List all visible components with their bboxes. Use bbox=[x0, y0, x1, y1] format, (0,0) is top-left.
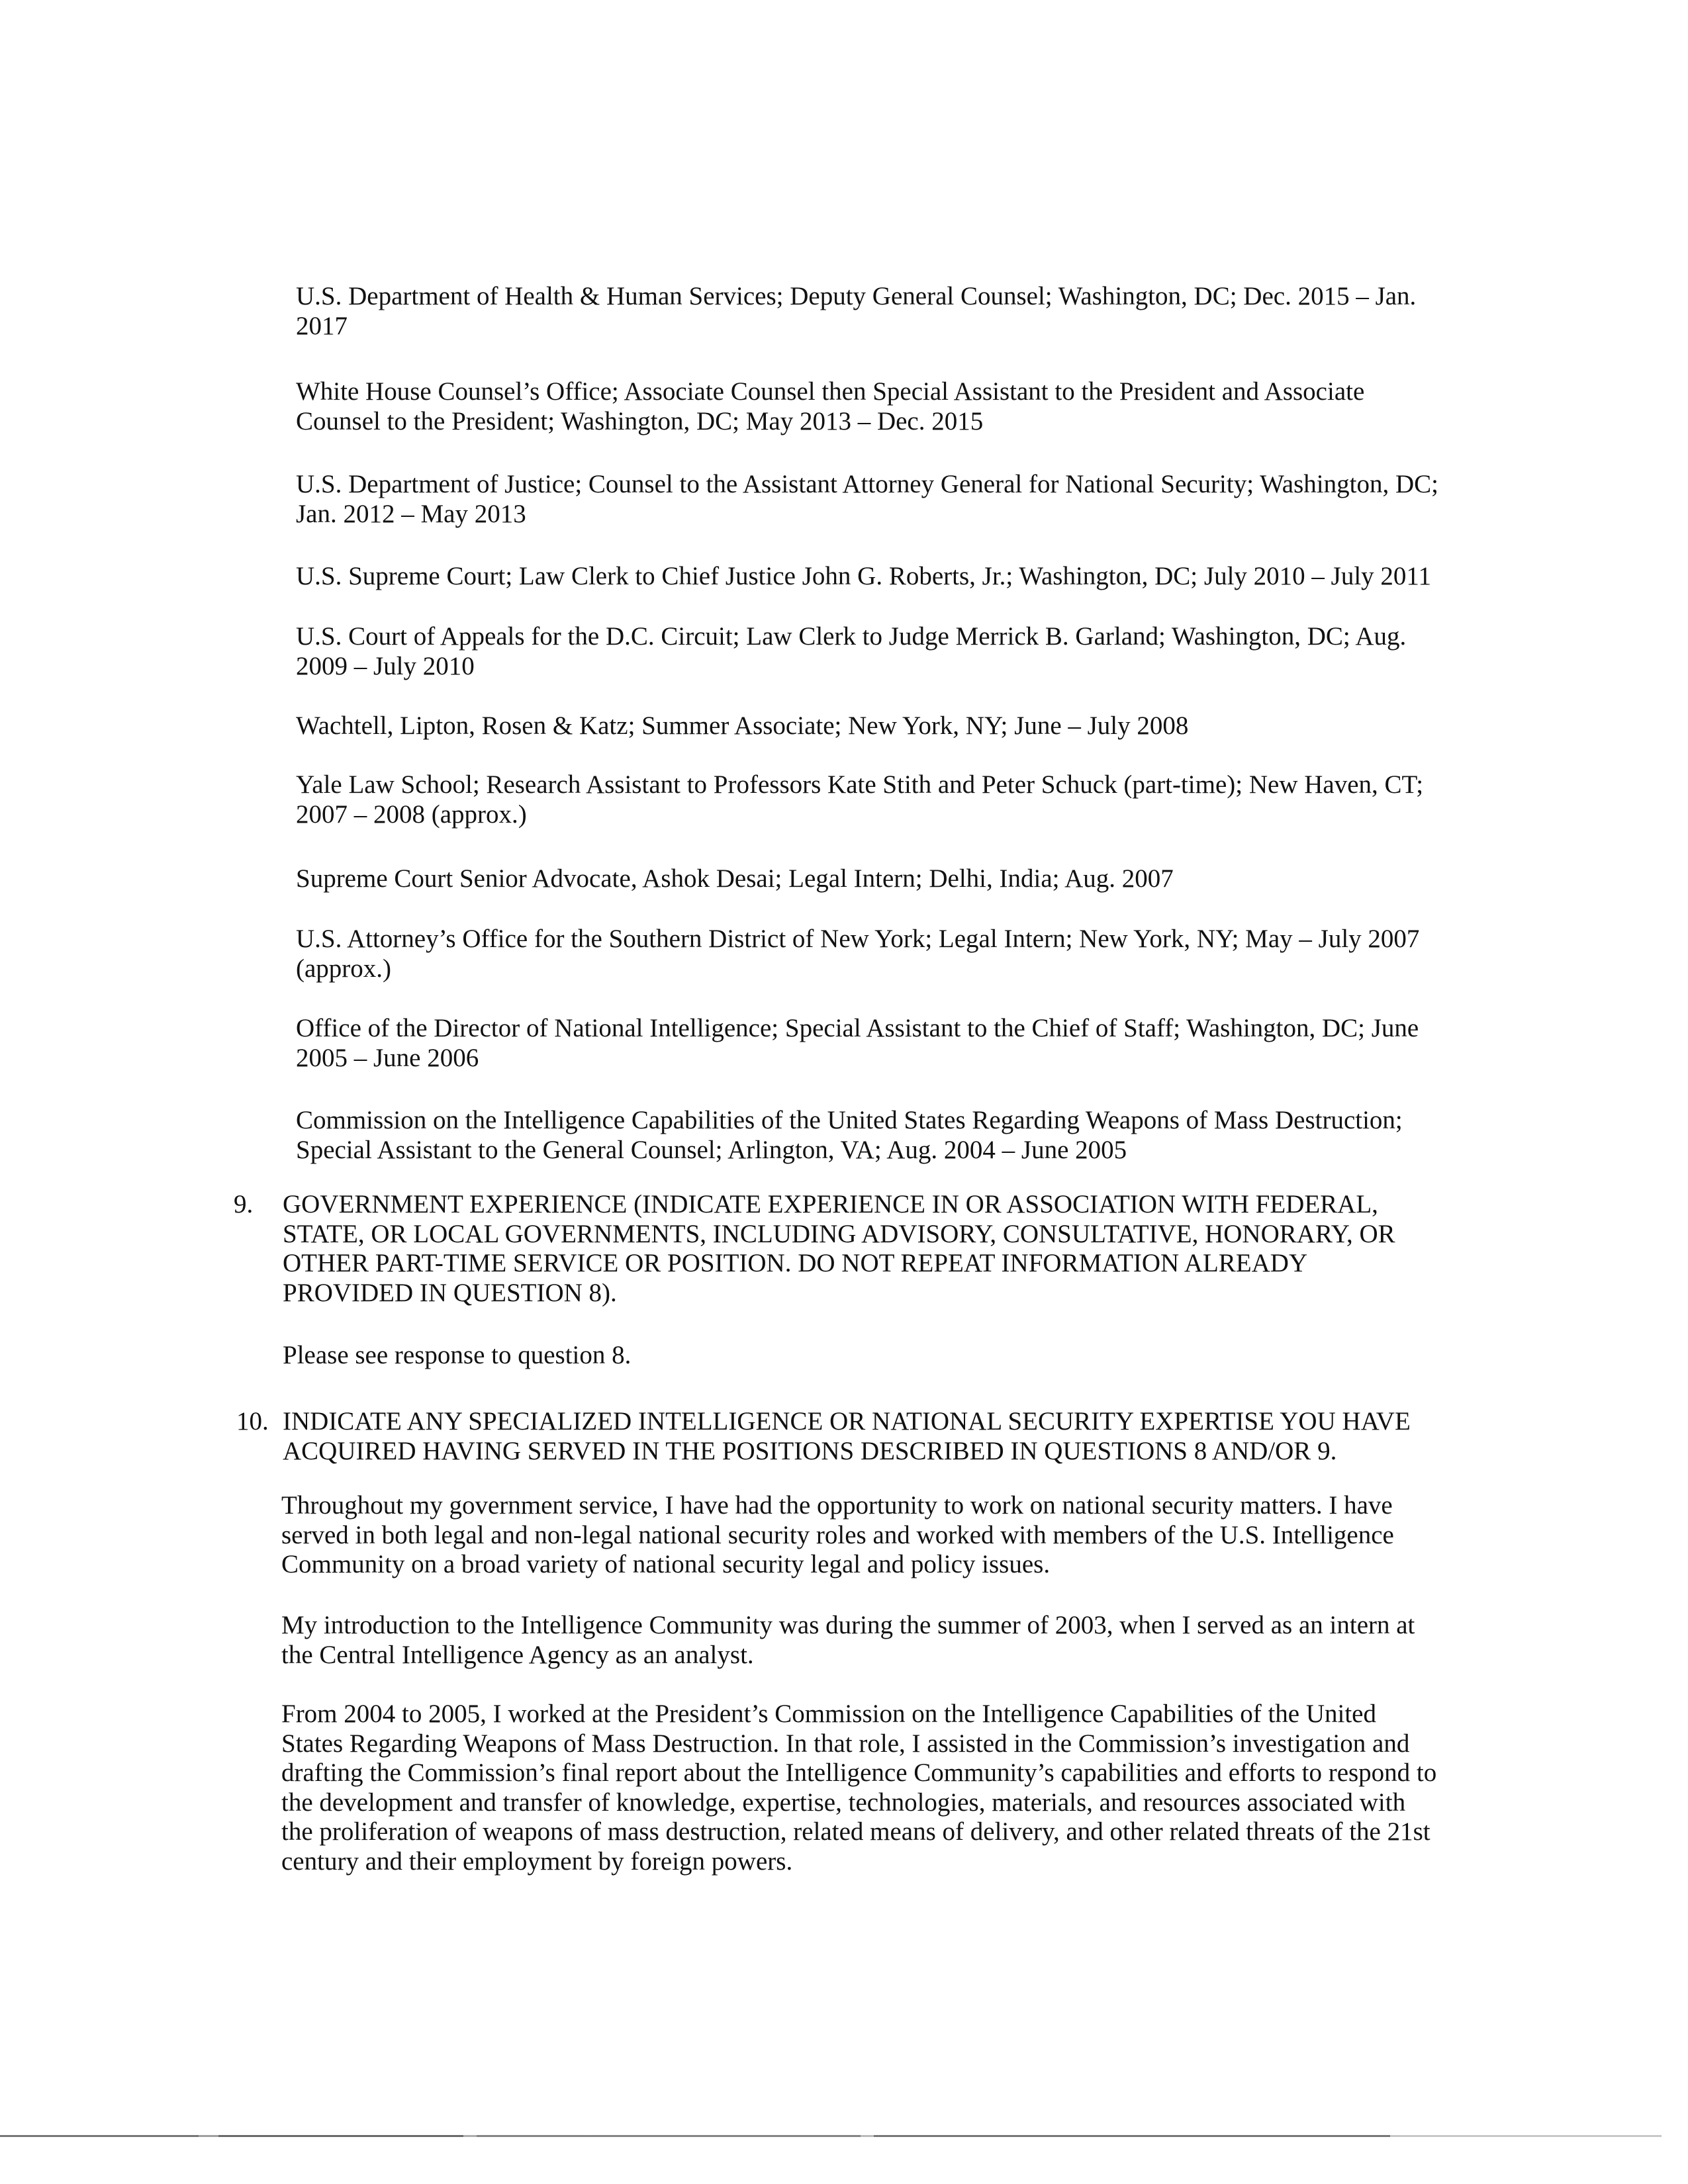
text-line: 2009 – July 2010 bbox=[296, 651, 475, 680]
text-line: U.S. Court of Appeals for the D.C. Circuit; Law Clerk to Judge Merrick B. Garland; Washington, DC; Aug. bbox=[296, 622, 1407, 651]
text-line: drafting the Commission’s final report about the Intelligence Community’s capabilities and efforts to respond to bbox=[281, 1758, 1437, 1787]
text-line: 2005 – June 2006 bbox=[296, 1043, 479, 1072]
answer-paragraph bbox=[281, 1700, 1436, 1876]
text-line: Special Assistant to the General Counsel; Arlington, VA; Aug. 2004 – June 2005 bbox=[296, 1135, 1127, 1164]
text-line: the Central Intelligence Agency as an analyst. bbox=[281, 1640, 754, 1669]
text-line: White House Counsel’s Office; Associate Counsel then Special Assistant to the President and Associate bbox=[296, 377, 1365, 406]
text-line: century and their employment by foreign powers. bbox=[281, 1846, 793, 1876]
question-number: 10. bbox=[236, 1407, 269, 1435]
text-line: U.S. Department of Justice; Counsel to the Assistant Attorney General for National Security; Washington, DC; bbox=[296, 470, 1438, 498]
text-line: Supreme Court Senior Advocate, Ashok Desai; Legal Intern; Delhi, India; Aug. 2007 bbox=[296, 864, 1174, 893]
employment-entry bbox=[296, 711, 1188, 741]
employment-entry bbox=[296, 864, 1174, 894]
text-line: the proliferation of weapons of mass destruction, related means of delivery, and other related threats of the 21st bbox=[281, 1817, 1430, 1846]
text-line: Please see response to question 8. bbox=[283, 1341, 632, 1369]
text-line: Yale Law School; Research Assistant to Professors Kate Stith and Peter Schuck (part-time); New Haven, CT; bbox=[296, 770, 1424, 799]
answer-paragraph bbox=[283, 1341, 631, 1371]
text-line: U.S. Department of Health & Human Services; Deputy General Counsel; Washington, DC; Dec. 2015 – Jan. bbox=[296, 282, 1417, 310]
employment-entry bbox=[296, 1106, 1403, 1165]
text-line: States Regarding Weapons of Mass Destruction. In that role, I assisted in the Commission’s investigation and bbox=[281, 1729, 1410, 1758]
employment-entry bbox=[296, 622, 1406, 681]
text-line: From 2004 to 2005, I worked at the President’s Commission on the Intelligence Capabilities of the United bbox=[281, 1700, 1376, 1728]
text-line: U.S. Supreme Court; Law Clerk to Chief Justice John G. Roberts, Jr.; Washington, DC; July 2010 – July 2011 bbox=[296, 562, 1431, 590]
text-line: Throughout my government service, I have had the opportunity to work on national security matters. I have bbox=[281, 1491, 1393, 1520]
text-line: Office of the Director of National Intelligence; Special Assistant to the Chief of Staff; Washington, DC; June bbox=[296, 1014, 1419, 1042]
text-line: OTHER PART-TIME SERVICE OR POSITION. DO NOT REPEAT INFORMATION ALREADY bbox=[283, 1249, 1308, 1277]
text-line: My introduction to the Intelligence Community was during the summer of 2003, when I served as an intern at bbox=[281, 1611, 1415, 1639]
text-line: PROVIDED IN QUESTION 8). bbox=[283, 1278, 617, 1307]
employment-entry bbox=[296, 562, 1431, 592]
text-line: GOVERNMENT EXPERIENCE (INDICATE EXPERIENCE IN OR ASSOCIATION WITH FEDERAL, bbox=[283, 1190, 1378, 1218]
answer-paragraph bbox=[281, 1611, 1415, 1670]
text-line: INDICATE ANY SPECIALIZED INTELLIGENCE OR NATIONAL SECURITY EXPERTISE YOU HAVE bbox=[283, 1407, 1411, 1435]
employment-entry bbox=[296, 282, 1416, 341]
employment-entry bbox=[296, 377, 1364, 436]
answer-paragraph bbox=[281, 1491, 1394, 1580]
text-line: 2017 bbox=[296, 311, 348, 340]
employment-entry bbox=[296, 1014, 1419, 1073]
employment-entry bbox=[296, 770, 1423, 829]
employment-entry bbox=[296, 925, 1419, 983]
text-line: STATE, OR LOCAL GOVERNMENTS, INCLUDING ADVISORY, CONSULTATIVE, HONORARY, OR bbox=[283, 1219, 1395, 1248]
text-line: ACQUIRED HAVING SERVED IN THE POSITIONS DESCRIBED IN QUESTIONS 8 AND/OR 9. bbox=[283, 1436, 1337, 1465]
text-line: Jan. 2012 – May 2013 bbox=[296, 499, 526, 528]
text-line: the development and transfer of knowledge, expertise, technologies, materials, and resources associated with bbox=[281, 1788, 1406, 1817]
employment-entry bbox=[296, 470, 1438, 529]
question-heading bbox=[283, 1190, 1395, 1308]
text-line: (approx.) bbox=[296, 954, 392, 983]
question-number: 9. bbox=[234, 1190, 254, 1218]
text-line: Community on a broad variety of national security legal and policy issues. bbox=[281, 1550, 1051, 1578]
text-line: Wachtell, Lipton, Rosen & Katz; Summer Associate; New York, NY; June – July 2008 bbox=[296, 711, 1189, 740]
text-line: served in both legal and non-legal national security roles and worked with members of the U.S. Intelligence bbox=[281, 1520, 1394, 1549]
text-line: U.S. Attorney’s Office for the Southern District of New York; Legal Intern; New York, NY; May – July 2007 bbox=[296, 925, 1420, 953]
text-line: Commission on the Intelligence Capabilities of the United States Regarding Weapons of Mass Destruction; bbox=[296, 1106, 1403, 1134]
page-footer-rule bbox=[0, 2135, 1662, 2137]
text-line: 2007 – 2008 (approx.) bbox=[296, 799, 527, 829]
question-heading bbox=[283, 1407, 1411, 1466]
text-line: Counsel to the President; Washington, DC; May 2013 – Dec. 2015 bbox=[296, 406, 984, 435]
